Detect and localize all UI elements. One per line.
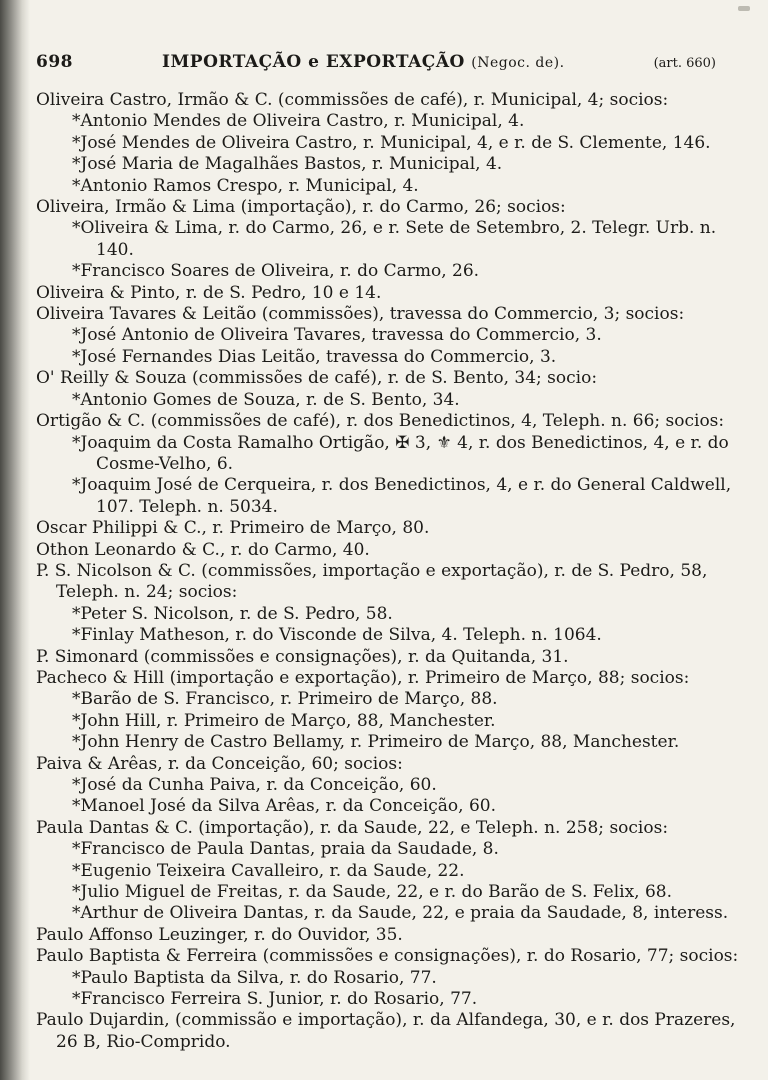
page-header <box>36 52 756 72</box>
firm-entry: Paulo Affonso Leuzinger, r. do Ouvidor, 35. <box>36 924 403 945</box>
partner-entry: *Joaquim José de Cerqueira, r. dos Benedictinos, 4, e r. do General Caldwell, 107. Teleph. n. 5034. <box>72 475 732 517</box>
firm-entry: Oliveira Tavares & Leitão (commissões), travessa do Commercio, 3; socios: <box>36 304 685 325</box>
partner-entry: *Finlay Matheson, r. do Visconde de Silva, 4. Teleph. n. 1064. <box>72 625 602 646</box>
partner-entry: *Antonio Mendes de Oliveira Castro, r. Municipal, 4. <box>72 111 525 132</box>
partner-entry: *John Hill, r. Primeiro de Março, 88, Manchester. <box>72 710 496 731</box>
firm-entry: Ortigão & C. (commissões de café), r. dos Benedictinos, 4, Teleph. n. 66; socios: <box>36 411 725 432</box>
partner-entry: *Antonio Gomes de Souza, r. de S. Bento, 34. <box>72 389 460 410</box>
partner-entry: *Barão de S. Francisco, r. Primeiro de Março, 88. <box>72 689 498 710</box>
partner-entry: *Eugenio Teixeira Cavalleiro, r. da Saude, 22. <box>72 860 465 881</box>
article-reference: (art. 660) <box>653 56 716 71</box>
scan-binding-edge <box>0 0 30 1080</box>
partner-entry: *Julio Miguel de Freitas, r. da Saude, 22, e r. do Barão de S. Felix, 68. <box>72 882 673 903</box>
partner-entry: *Paulo Baptista da Silva, r. do Rosario, 77. <box>72 967 437 988</box>
directory-entries <box>36 90 756 1053</box>
firm-entry: Pacheco & Hill (importação e exportação), r. Primeiro de Março, 88; socios: <box>36 667 690 688</box>
page-title <box>162 52 565 72</box>
directory-page <box>36 52 756 1053</box>
partner-entry: *Antonio Ramos Crespo, r. Municipal, 4. <box>72 175 419 196</box>
partner-entry: *Francisco Soares de Oliveira, r. do Carmo, 26. <box>72 261 480 282</box>
partner-entry: *Peter S. Nicolson, r. de S. Pedro, 58. <box>72 603 393 624</box>
partner-entry: *Francisco de Paula Dantas, praia da Saudade, 8. <box>72 839 499 860</box>
firm-entry: Oscar Philippi & C., r. Primeiro de Março, 80. <box>36 518 430 539</box>
partner-entry: *José da Cunha Paiva, r. da Conceição, 60. <box>72 775 437 795</box>
partner-entry: *José Antonio de Oliveira Tavares, travessa do Commercio, 3. <box>72 325 602 346</box>
corner-mark <box>738 6 750 11</box>
page-number: 698 <box>36 52 73 72</box>
partner-entry: *Manoel José da Silva Arêas, r. da Conceição, 60. <box>72 796 497 817</box>
partner-entry: *Francisco Ferreira S. Junior, r. do Rosario, 77. <box>72 989 478 1010</box>
firm-entry: Paulo Dujardin, (commissão e importação), r. da Alfandega, 30, e r. dos Prazeres, 26 B, Rio-Comprido. <box>36 1010 736 1052</box>
firm-entry: Oliveira Castro, Irmão & C. (commissões de café), r. Municipal, 4; socios: <box>36 90 669 110</box>
partner-entry: *John Henry de Castro Bellamy, r. Primeiro de Março, 88, Manchester. <box>72 732 680 753</box>
firm-entry: Paula Dantas & C. (importação), r. da Saude, 22, e Teleph. n. 258; socios: <box>36 817 669 838</box>
firm-entry: Paulo Baptista & Ferreira (commissões e consignações), r. do Rosario, 77; socios: <box>36 946 739 967</box>
firm-entry: P. Simonard (commissões e consignações), r. da Quitanda, 31. <box>36 646 569 667</box>
page-title-main: IMPORTAÇÃO e EXPORTAÇÃO <box>162 52 465 72</box>
partner-entry: *José Fernandes Dias Leitão, travessa do Commercio, 3. <box>72 346 557 367</box>
firm-entry: Oliveira & Pinto, r. de S. Pedro, 10 e 14. <box>36 282 382 303</box>
firm-entry: Othon Leonardo & C., r. do Carmo, 40. <box>36 539 370 560</box>
partner-entry: *José Mendes de Oliveira Castro, r. Municipal, 4, e r. de S. Clemente, 146. <box>72 132 711 153</box>
page-title-suffix: (Negoc. de). <box>471 55 565 71</box>
partner-entry: *José Maria de Magalhães Bastos, r. Municipal, 4. <box>72 154 503 175</box>
firm-entry: P. S. Nicolson & C. (commissões, importação e exportação), r. de S. Pedro, 58, Teleph. n. 24; socios: <box>36 560 708 603</box>
firm-entry: O' Reilly & Souza (commissões de café), r. de S. Bento, 34; socio: <box>36 368 598 389</box>
firm-entry: Paiva & Arêas, r. da Conceição, 60; socios: <box>36 753 403 774</box>
partner-entry: *Joaquim da Costa Ramalho Ortigão, ✠ 3, ⚜ 4, r. dos Benedictinos, 4, e r. do Cosme-Velho, 6. <box>72 432 729 474</box>
partner-entry: *Arthur de Oliveira Dantas, r. da Saude, 22, e praia da Saudade, 8, interess. <box>72 903 729 924</box>
firm-entry: Oliveira, Irmão & Lima (importação), r. do Carmo, 26; socios: <box>36 197 566 218</box>
partner-entry: *Oliveira & Lima, r. do Carmo, 26, e r. Sete de Setembro, 2. Telegr. Urb. n. 140. <box>72 218 717 260</box>
